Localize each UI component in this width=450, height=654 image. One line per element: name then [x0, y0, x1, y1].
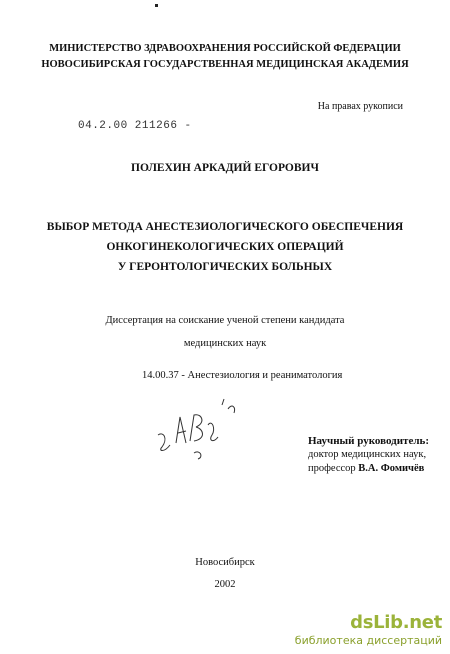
academy-line: НОВОСИБИРСКАЯ ГОСУДАРСТВЕННАЯ МЕДИЦИНСКАЯ АКАДЕМИЯ: [41, 59, 409, 70]
city: Новосибирск: [195, 557, 255, 568]
dissertation-degree: [0, 309, 450, 355]
year: 2002: [214, 579, 236, 590]
scientific-advisor: [308, 434, 429, 476]
degree-line-2: медицинских наук: [183, 338, 267, 349]
registration-code: 04.2.00 211266 -: [78, 120, 192, 132]
dissertation-title: [0, 217, 450, 277]
title-line-3: У ГЕРОНТОЛОГИЧЕСКИХ БОЛЬНЫХ: [117, 261, 333, 273]
title-line-1: ВЫБОР МЕТОДА АНЕСТЕЗИОЛОГИЧЕСКОГО ОБЕСПЕЧЕНИЯ: [46, 221, 404, 233]
advisor-degree: доктор медицинских наук,: [308, 449, 427, 460]
ministry-line: МИНИСТЕРСТВО ЗДРАВООХРАНЕНИЯ РОССИЙСКОЙ ФЕДЕРАЦИИ: [49, 43, 401, 54]
dslib-watermark-subtitle: библиотека диссертаций: [294, 634, 442, 647]
advisor-name-line: [308, 462, 429, 476]
handwritten-signature: [150, 395, 240, 465]
specialty-code: 14.00.37 - Анестезиология и реаниматология: [142, 370, 343, 381]
degree-line-1: Диссертация на соискание ученой степени кандидата: [105, 315, 345, 326]
author-name: ПОЛЕХИН АРКАДИЙ ЕГОРОВИЧ: [131, 162, 319, 174]
city-year: [0, 552, 450, 596]
ministry-header: [0, 41, 450, 73]
dslib-watermark-logo: dsLib.net: [350, 612, 442, 633]
advisor-label: Научный руководитель:: [308, 435, 429, 447]
title-line-2: ОНКОГИНЕКОЛОГИЧЕСКИХ ОПЕРАЦИЙ: [106, 241, 344, 253]
scan-dot: [155, 4, 158, 7]
manuscript-rights: На правах рукописи: [317, 101, 403, 112]
advisor-title: профессор: [308, 463, 356, 474]
advisor-name: В.А. Фомичёв: [358, 463, 425, 474]
